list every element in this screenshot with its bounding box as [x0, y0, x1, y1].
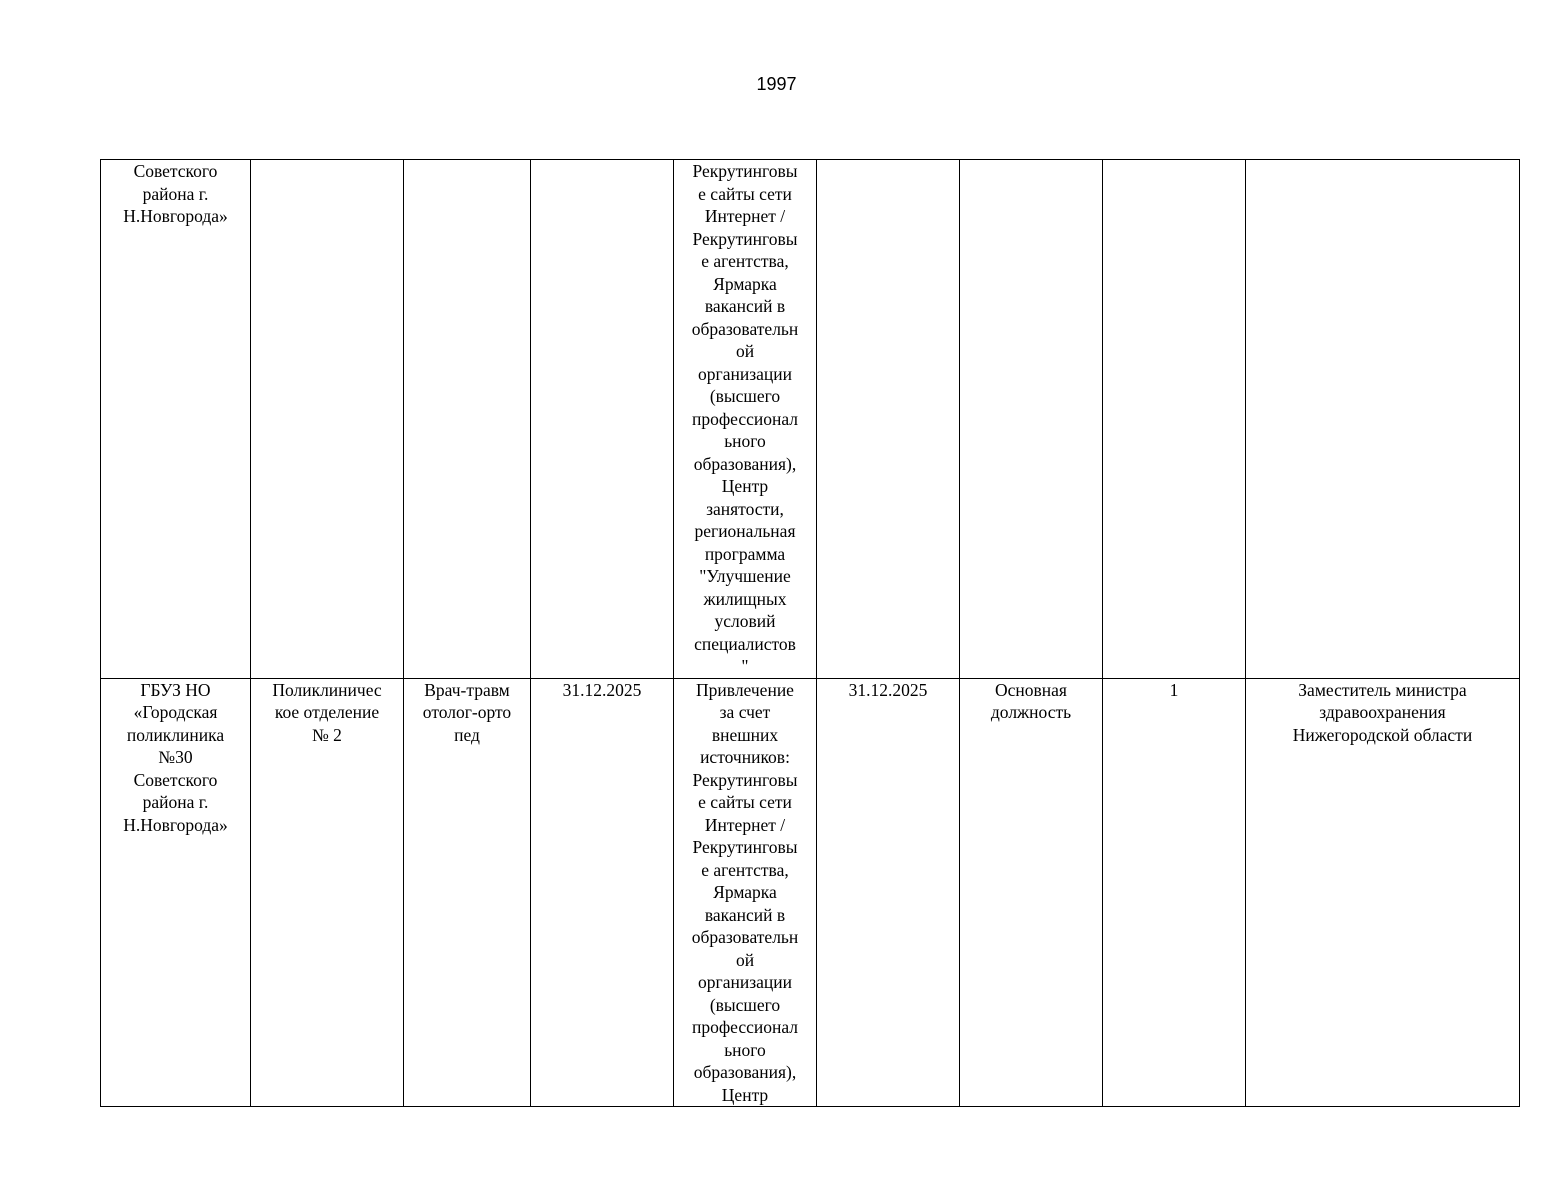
page-number: 1997	[756, 74, 797, 94]
cell-responsible: Заместитель министра здравоохранения Нижегородской области	[1246, 678, 1520, 1107]
cell-date: 31.12.2025	[531, 678, 674, 1107]
cell-method-date: 31.12.2025	[817, 678, 960, 1107]
cell-position: Врач-травм отолог-орто пед	[404, 678, 531, 1107]
cell-department: Поликлиничес кое отделение № 2	[251, 678, 404, 1107]
cell-date	[531, 160, 674, 679]
cell-employment-type	[960, 160, 1103, 679]
table-row	[101, 160, 1520, 679]
staffing-table	[100, 159, 1520, 1107]
cell-employment-type: Основная должность	[960, 678, 1103, 1107]
cell-position	[404, 160, 531, 679]
table-row	[101, 678, 1520, 1107]
cell-method: Привлечение за счет внешних источников: Рекрутинговы е сайты сети Интернет / Рекрутинговы е агентства, Ярмарка вакансий в образовательн ой организации (высшего профессионал ьного образования), Центр	[674, 678, 817, 1107]
cell-department	[251, 160, 404, 679]
cell-responsible	[1246, 160, 1520, 679]
cell-method: Рекрутинговы е сайты сети Интернет / Рекрутинговы е агентства, Ярмарка вакансий в образовательн ой организации (высшего профессионал ьного образования), Центр занятости, региональная программа "Улучшение жилищных условий специалистов "	[674, 160, 817, 679]
cell-organization: Советского района г. Н.Новгорода»	[101, 160, 251, 679]
cell-method-date	[817, 160, 960, 679]
cell-organization: ГБУЗ НО «Городская поликлиника №30 Советского района г. Н.Новгорода»	[101, 678, 251, 1107]
cell-count	[1103, 160, 1246, 679]
cell-count: 1	[1103, 678, 1246, 1107]
